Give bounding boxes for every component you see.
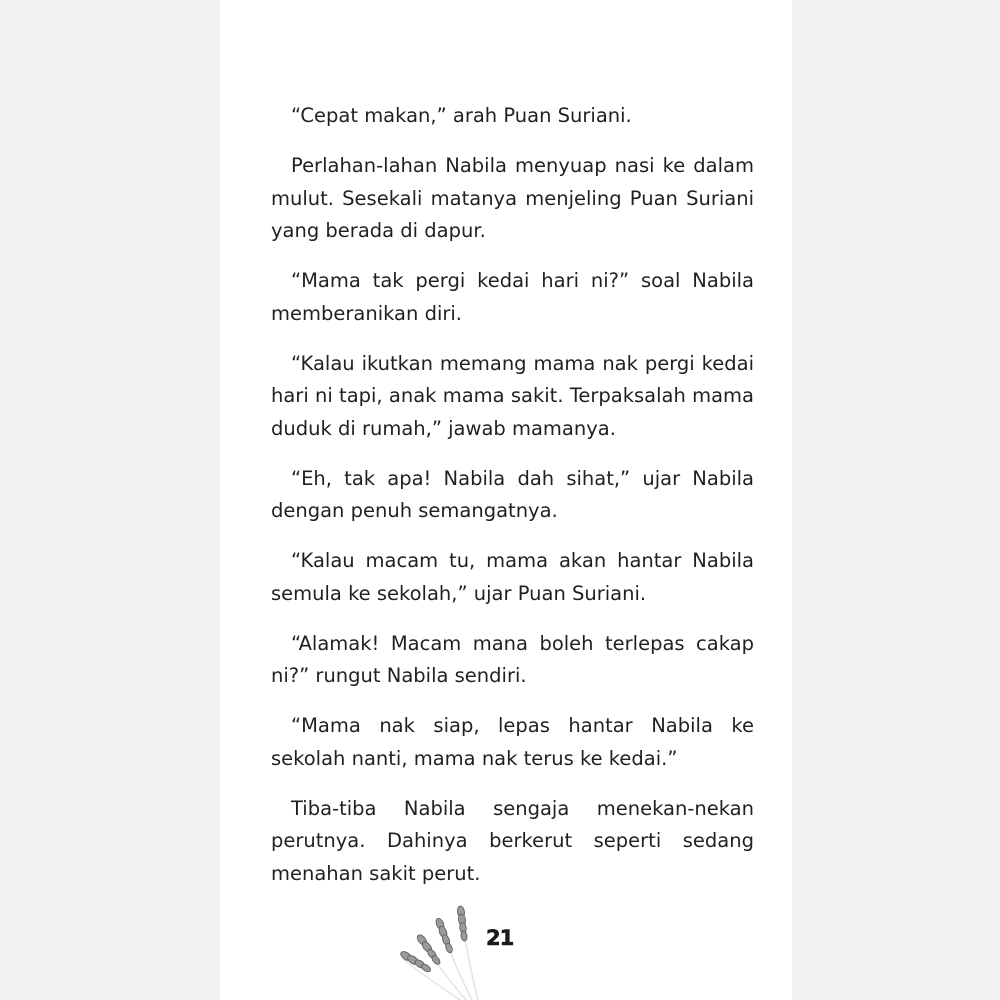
- page-number: 21: [486, 926, 514, 950]
- paragraph: “Mama tak pergi kedai hari ni?” soal Nabila memberanikan diri.: [271, 269, 754, 325]
- lavender-sprig-icon: [390, 900, 500, 1000]
- book-page: [220, 0, 792, 1000]
- paragraph: “Eh, tak apa! Nabila dah sihat,” ujar Nabila dengan penuh semangatnya.: [271, 466, 754, 522]
- paragraph: “Mama nak siap, lepas hantar Nabila ke sekolah nanti, mama nak terus ke kedai.”: [271, 714, 754, 770]
- paragraph: “Kalau ikutkan memang mama nak pergi kedai hari ni tapi, anak mama sakit. Terpaksalah mama duduk di rumah,” jawab mamanya.: [271, 351, 754, 440]
- paragraph: Perlahan-lahan Nabila menyuap nasi ke dalam mulut. Sesekali matanya menjeling Puan Suriani yang berada di dapur.: [271, 154, 754, 242]
- paragraph: Tiba-tiba Nabila sengaja menekan-nekan perutnya. Dahinya berkerut seperti sedang menahan sakit perut.: [271, 796, 754, 885]
- paragraph: “Alamak! Macam mana boleh terlepas cakap ni?” rungut Nabila sendiri.: [271, 631, 754, 687]
- paragraph: “Cepat makan,” arah Puan Suriani.: [291, 104, 632, 127]
- page-footer: [220, 900, 792, 1000]
- story-text: [271, 100, 754, 890]
- paragraph: “Kalau macam tu, mama akan hantar Nabila semula ke sekolah,” ujar Puan Suriani.: [271, 549, 754, 605]
